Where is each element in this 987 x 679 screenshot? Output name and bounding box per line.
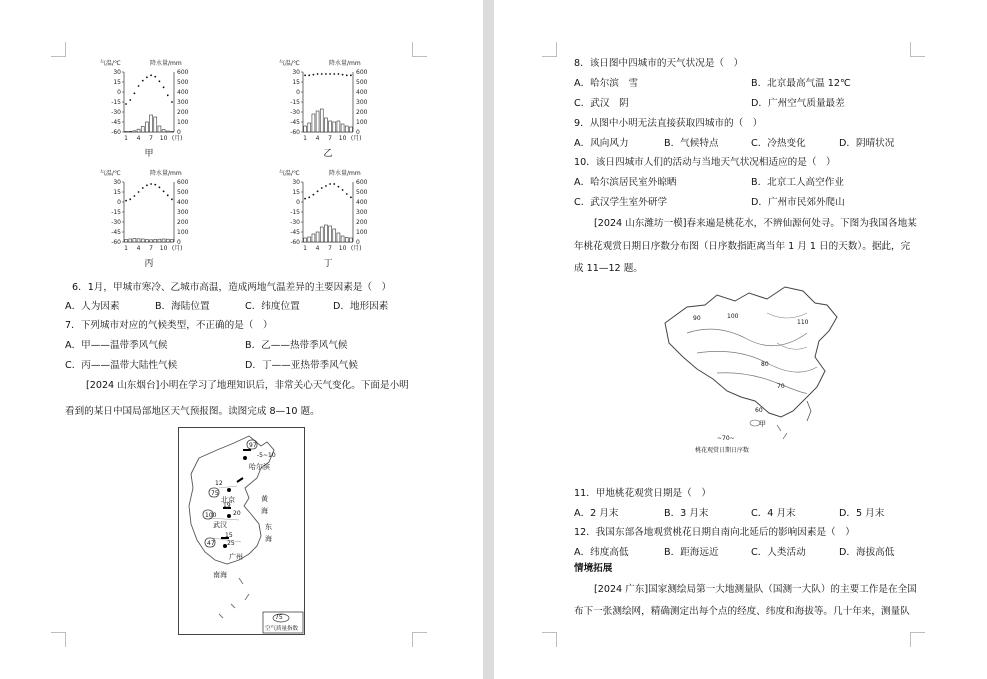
- climate-chart-yi: [275, 56, 395, 166]
- aqi-guangzhou: 47: [207, 540, 215, 547]
- crop-mark: [51, 632, 66, 647]
- month-tick-label: 4: [315, 135, 320, 142]
- aqi-beijing: 75: [211, 490, 219, 497]
- question-8-stem: 8．该日图中四城市的天气状况是（ ）: [574, 58, 744, 69]
- precip-tick-label: 500: [356, 189, 368, 196]
- precip-bar: [349, 127, 352, 132]
- intro-extension-line1: [2024 广东]国家测绘局第一大地测量队（国测一大队）的主要工作是在全国: [594, 584, 917, 595]
- q10-option-a[interactable]: A．哈尔滨居民室外晾晒: [574, 177, 677, 188]
- temp-point: [125, 103, 127, 105]
- weather-map-drawing: [179, 428, 304, 634]
- crop-mark: [910, 632, 925, 647]
- temp-wuhan-low: 19: [223, 502, 231, 509]
- peach-mark-jia: 甲: [759, 420, 766, 428]
- precip-tick-label: 100: [177, 229, 189, 236]
- temp-point: [342, 189, 344, 191]
- month-tick-label: 4: [136, 135, 141, 142]
- temp-tick-label: -45: [111, 119, 121, 126]
- q12-option-c[interactable]: C．人类活动: [751, 547, 806, 558]
- temp-point: [333, 73, 335, 75]
- temp-point: [159, 186, 161, 188]
- q11-option-b[interactable]: B．3 月末: [664, 508, 709, 519]
- precip-bar: [333, 229, 336, 242]
- temp-point: [317, 190, 319, 192]
- temp-tick-label: 0: [296, 199, 300, 206]
- precip-bar: [145, 122, 148, 132]
- precip-bar: [133, 131, 136, 132]
- temp-point: [125, 200, 127, 202]
- precip-tick-label: 200: [177, 109, 189, 116]
- q11-option-d[interactable]: D．5 月末: [839, 508, 885, 519]
- temp-point: [142, 80, 144, 82]
- intro-11-12-line3: 成 11—12 题。: [574, 263, 643, 274]
- precip-bar: [329, 121, 332, 132]
- precip-bar: [162, 239, 165, 242]
- chart-title: 丙: [144, 259, 154, 269]
- temp-point: [338, 73, 340, 75]
- section-title: 情境拓展: [574, 563, 613, 574]
- precip-tick-label: 100: [177, 119, 189, 126]
- precip-tick-label: 400: [177, 199, 189, 206]
- q6-option-d[interactable]: D．地形因素: [333, 301, 389, 312]
- sea-label-nanhai: 南海: [213, 571, 227, 579]
- temp-point: [134, 195, 136, 197]
- temp-point: [321, 187, 323, 189]
- question-11-stem: 11．甲地桃花观赏日期是（ ）: [574, 488, 711, 499]
- precip-bar: [324, 225, 327, 242]
- precip-tick-label: 0: [356, 129, 360, 136]
- temp-harbin: -5~10: [257, 452, 276, 459]
- month-tick-label: 4: [315, 245, 320, 252]
- legend-label: 空气质量指数: [265, 626, 299, 632]
- q9-option-b[interactable]: B．气候特点: [664, 138, 719, 149]
- month-tick-label: 10: [159, 135, 168, 142]
- temp-tick-label: 0: [117, 199, 121, 206]
- q7-option-c[interactable]: C．丙——温带大陆性气候: [65, 360, 178, 371]
- temp-point: [163, 86, 165, 88]
- intro-11-12-line2: 年桃花观赏日期日序数分布图（日序数指距离当年 1 月 1 日的天数）。据此，完: [574, 241, 911, 252]
- month-tick-label: 4: [136, 245, 141, 252]
- precip-bar: [345, 238, 348, 243]
- month-unit-label: (月): [350, 245, 362, 252]
- intro-extension-line2: 布下一张测绘网，精确测定出每个点的经度、纬度和海拔等。几十年来，测量队: [574, 606, 910, 617]
- crop-mark: [542, 42, 557, 57]
- temp-point: [329, 183, 331, 185]
- peach-blossom-map: [657, 283, 847, 463]
- question-10-stem: 10．该日四城市人们的活动与当地天气状况相适应的是（ ）: [574, 157, 836, 168]
- precip-bar: [125, 240, 128, 243]
- q11-option-c[interactable]: C．4 月末: [751, 508, 796, 519]
- q8-option-c[interactable]: C．武汉 阴: [574, 98, 629, 109]
- temp-beijing: 12: [215, 480, 223, 487]
- temp-point: [146, 76, 148, 78]
- temp-point: [325, 185, 327, 187]
- temp-point: [304, 74, 306, 76]
- precip-bar: [129, 131, 132, 132]
- temp-tick-label: 15: [292, 79, 300, 86]
- temp-tick-label: 15: [113, 189, 121, 196]
- crop-mark: [51, 42, 66, 57]
- temp-point: [350, 74, 352, 76]
- month-tick-label: 1: [303, 135, 307, 142]
- temp-tick-label: 15: [113, 79, 121, 86]
- temp-point: [313, 194, 315, 196]
- temp-point: [167, 94, 169, 96]
- precip-tick-label: 600: [356, 69, 368, 76]
- precip-bar: [150, 240, 153, 242]
- precip-tick-label: 600: [356, 179, 368, 186]
- temp-point: [142, 187, 144, 189]
- weather-forecast-map: [178, 427, 305, 635]
- precip-bar: [316, 232, 319, 242]
- month-tick-label: 7: [328, 245, 332, 252]
- temp-tick-label: 30: [113, 69, 121, 76]
- intro-8-10-line1: [2024 山东烟台]小明在学习了地理知识后，非常关心天气变化。下面是小明: [86, 380, 409, 391]
- temp-point: [171, 101, 173, 103]
- page-separator: [483, 0, 494, 679]
- month-tick-label: 7: [328, 135, 332, 142]
- crop-mark: [542, 632, 557, 647]
- precip-tick-label: 100: [356, 119, 368, 126]
- intro-11-12-line1: [2024 山东潍坊一模]春来遍是桃花水，不辨仙源何处寻。下图为我国各地某: [594, 218, 917, 229]
- precip-bar: [341, 124, 344, 132]
- question-12-stem: 12．我国东部各地观赏桃花日期自南向北延后的影响因素是（ ）: [574, 527, 855, 538]
- temp-tick-label: -15: [290, 99, 300, 106]
- temp-point: [129, 198, 131, 200]
- temp-tick-label: -60: [290, 129, 300, 136]
- precip-bar: [133, 239, 136, 243]
- precip-bar: [337, 233, 340, 242]
- precip-bar: [308, 123, 311, 132]
- precip-tick-label: 400: [356, 89, 368, 96]
- month-tick-label: 7: [149, 245, 153, 252]
- ylabel-left: 气温/℃: [279, 60, 300, 67]
- temp-point: [163, 190, 165, 192]
- precip-bar: [137, 239, 140, 242]
- temp-tick-label: 15: [292, 189, 300, 196]
- q12-option-a[interactable]: A．纬度高低: [574, 547, 629, 558]
- precip-tick-label: 500: [177, 79, 189, 86]
- precip-bar: [349, 238, 352, 242]
- city-harbin: 哈尔滨: [249, 463, 270, 471]
- peach-mark-60: 60: [755, 407, 763, 414]
- month-tick-label: 10: [338, 135, 347, 142]
- month-tick-label: 1: [303, 245, 307, 252]
- precip-bar: [162, 130, 165, 133]
- month-unit-label: (月): [171, 245, 183, 252]
- sea-label-dong: 东: [265, 523, 272, 531]
- aqi-harbin: 97: [249, 442, 257, 449]
- legend-value: 75: [275, 614, 283, 621]
- precip-bar: [320, 227, 323, 242]
- city-guangzhou: 广州: [229, 553, 243, 561]
- precip-bar: [141, 127, 144, 133]
- q9-option-a[interactable]: A．风向风力: [574, 138, 629, 149]
- temp-point: [350, 196, 352, 198]
- temp-point: [338, 186, 340, 188]
- chart-title: 甲: [144, 149, 154, 159]
- precip-bar: [158, 239, 161, 242]
- temp-tick-label: 30: [113, 179, 121, 186]
- ylabel-right: 降水量/mm: [329, 60, 361, 67]
- precip-bar: [312, 234, 315, 242]
- peach-mark-100: 100: [727, 313, 739, 320]
- temp-tick-label: -45: [290, 229, 300, 236]
- intro-8-10-line2: 看到的某日中国局部地区天气预报图。读图完成 8—10 题。: [65, 406, 320, 417]
- q6-option-a[interactable]: A．人为因素: [65, 301, 120, 312]
- q6-option-b[interactable]: B．海陆位置: [155, 301, 210, 312]
- q10-option-c[interactable]: C．武汉学生室外研学: [574, 197, 668, 208]
- peach-mark-110: 110: [797, 319, 809, 326]
- precip-bar: [324, 118, 327, 132]
- left-page: [0, 0, 483, 679]
- chart-title: 丁: [323, 259, 333, 269]
- precip-bar: [312, 114, 315, 132]
- temp-tick-label: -60: [290, 239, 300, 246]
- precip-bar: [154, 240, 157, 243]
- precip-bar: [166, 239, 169, 242]
- precip-tick-label: 400: [356, 199, 368, 206]
- temp-point: [313, 74, 315, 76]
- temp-wuhan-high: 20: [233, 510, 241, 517]
- q10-option-b[interactable]: B．北京工人高空作业: [751, 177, 844, 188]
- city-beijing: 北京: [221, 496, 235, 504]
- precip-tick-label: 300: [177, 209, 189, 216]
- temp-point: [308, 74, 310, 76]
- q10-option-d[interactable]: D．广州市民郊外爬山: [751, 197, 845, 208]
- temp-tick-label: -30: [290, 109, 300, 116]
- precip-tick-label: 300: [356, 209, 368, 216]
- month-tick-label: 1: [124, 135, 128, 142]
- temp-point: [304, 198, 306, 200]
- temp-point: [129, 99, 131, 101]
- temp-point: [321, 73, 323, 75]
- q11-option-a[interactable]: A．2 月末: [574, 508, 619, 519]
- month-unit-label: (月): [350, 135, 362, 142]
- precip-bar: [316, 111, 319, 132]
- peach-mark-90: 90: [693, 315, 701, 322]
- right-page: [494, 0, 987, 679]
- aqi-wuhan: 100: [205, 512, 217, 519]
- precip-bar: [137, 129, 140, 132]
- precip-tick-label: 500: [177, 189, 189, 196]
- question-6-stem: 6．1月，甲城市寒冷、乙城市高温，造成两地气温差异的主要因素是（ ）: [72, 282, 392, 293]
- ylabel-left: 气温/℃: [100, 170, 121, 177]
- temp-point: [342, 74, 344, 76]
- crop-mark: [910, 42, 925, 57]
- sea-label-hai2: 海: [265, 535, 272, 543]
- month-tick-label: 10: [338, 245, 347, 252]
- precip-tick-label: 0: [356, 239, 360, 246]
- ylabel-right: 降水量/mm: [150, 60, 182, 67]
- ylabel-left: 气温/℃: [100, 60, 121, 67]
- month-unit-label: (月): [171, 135, 183, 142]
- temp-point: [134, 92, 136, 94]
- precip-bar: [145, 240, 148, 243]
- precip-tick-label: 200: [177, 219, 189, 226]
- ylabel-right: 降水量/mm: [329, 170, 361, 177]
- temp-point: [167, 194, 169, 196]
- temp-point: [150, 183, 152, 185]
- crop-mark: [412, 42, 427, 57]
- precip-tick-label: 0: [177, 129, 181, 136]
- crop-mark: [412, 632, 427, 647]
- q8-option-d[interactable]: D．广州空气质量最差: [751, 98, 845, 109]
- precip-bar: [304, 126, 307, 132]
- precip-tick-label: 500: [356, 79, 368, 86]
- temp-point: [346, 193, 348, 195]
- question-7-stem: 7．下列城市对应的气候类型，不正确的是（ ）: [65, 320, 273, 331]
- month-tick-label: 1: [124, 245, 128, 252]
- temp-point: [325, 73, 327, 75]
- temp-tick-label: -15: [111, 209, 121, 216]
- peach-mark-70: 70: [777, 383, 785, 390]
- peach-mark-80: 80: [761, 361, 769, 368]
- temp-tick-label: 0: [296, 89, 300, 96]
- temp-tick-label: 30: [292, 69, 300, 76]
- precip-tick-label: 400: [177, 89, 189, 96]
- sea-label-huang: 黄: [261, 495, 268, 503]
- precip-bar: [333, 122, 336, 132]
- temp-tick-label: -60: [111, 129, 121, 136]
- precip-tick-label: 300: [356, 99, 368, 106]
- temp-tick-label: -30: [111, 219, 121, 226]
- precip-bar: [166, 131, 169, 132]
- temp-tick-label: -60: [111, 239, 121, 246]
- precip-tick-label: 100: [356, 229, 368, 236]
- precip-bar: [150, 115, 153, 132]
- month-tick-label: 7: [149, 135, 153, 142]
- temp-point: [138, 191, 140, 193]
- q7-option-a[interactable]: A．甲——温带季风气候: [65, 340, 168, 351]
- climate-chart-jia: [96, 56, 216, 166]
- precip-tick-label: 0: [177, 239, 181, 246]
- temp-point: [317, 73, 319, 75]
- temp-point: [333, 183, 335, 185]
- precip-bar: [170, 240, 173, 243]
- precip-bar: [329, 226, 332, 242]
- temp-guangzhou-high: 25: [227, 540, 235, 547]
- q12-option-d[interactable]: D．海拔高低: [839, 547, 895, 558]
- chart-title: 乙: [323, 149, 333, 159]
- climate-chart-bing: [96, 166, 216, 276]
- precip-tick-label: 600: [177, 179, 189, 186]
- temp-point: [171, 198, 173, 200]
- temp-guangzhou-low: 15: [225, 532, 233, 539]
- temp-point: [308, 196, 310, 198]
- q7-option-b[interactable]: B．乙——热带季风气候: [245, 340, 348, 351]
- peach-map-drawing: [657, 283, 847, 463]
- precip-bar: [337, 121, 340, 132]
- q6-option-c[interactable]: C．纬度位置: [245, 301, 300, 312]
- temp-point: [154, 76, 156, 78]
- q9-option-c[interactable]: C．冷热变化: [751, 138, 806, 149]
- q9-option-d[interactable]: D．阴晴状况: [839, 138, 895, 149]
- precip-tick-label: 600: [177, 69, 189, 76]
- temp-tick-label: -15: [290, 209, 300, 216]
- precip-tick-label: 200: [356, 219, 368, 226]
- sea-label-hai1: 海: [261, 507, 268, 515]
- precip-bar: [125, 132, 128, 133]
- q8-option-b[interactable]: B．北京最高气温 12℃: [751, 78, 851, 89]
- peach-legend-value: ~70~: [717, 435, 735, 442]
- temp-point: [329, 73, 331, 75]
- precip-bar: [304, 238, 307, 242]
- precip-tick-label: 300: [177, 99, 189, 106]
- temp-tick-label: -15: [111, 99, 121, 106]
- precip-bar: [129, 239, 132, 242]
- precip-tick-label: 200: [356, 109, 368, 116]
- temp-tick-label: -30: [290, 219, 300, 226]
- precip-bar: [154, 117, 157, 132]
- q7-option-d[interactable]: D．丁——亚热带季风气候: [245, 360, 358, 371]
- ylabel-right: 降水量/mm: [150, 170, 182, 177]
- temp-point: [138, 85, 140, 87]
- q8-option-a[interactable]: A．哈尔滨 雪: [574, 78, 639, 89]
- climate-chart-ding: [275, 166, 395, 276]
- temp-tick-label: -30: [111, 109, 121, 116]
- temp-tick-label: 30: [292, 179, 300, 186]
- precip-bar: [170, 132, 173, 133]
- question-9-stem: 9．从图中小明无法直接获取四城市的（ ）: [574, 118, 763, 129]
- temp-tick-label: -45: [290, 119, 300, 126]
- month-tick-label: 10: [159, 245, 168, 252]
- precip-bar: [345, 126, 348, 132]
- precip-bar: [320, 109, 323, 132]
- ylabel-left: 气温/℃: [279, 170, 300, 177]
- q12-option-b[interactable]: B．距海远近: [664, 547, 719, 558]
- temp-point: [150, 74, 152, 76]
- temp-point: [154, 184, 156, 186]
- city-wuhan: 武汉: [213, 521, 227, 529]
- precip-bar: [308, 237, 311, 242]
- temp-tick-label: 0: [117, 89, 121, 96]
- temp-point: [159, 80, 161, 82]
- precip-bar: [141, 239, 144, 242]
- temp-tick-label: -45: [111, 229, 121, 236]
- peach-legend-label: 桃花观赏日期日序数: [695, 447, 750, 454]
- precip-bar: [341, 236, 344, 242]
- temp-point: [346, 74, 348, 76]
- precip-bar: [158, 126, 161, 132]
- temp-point: [146, 184, 148, 186]
